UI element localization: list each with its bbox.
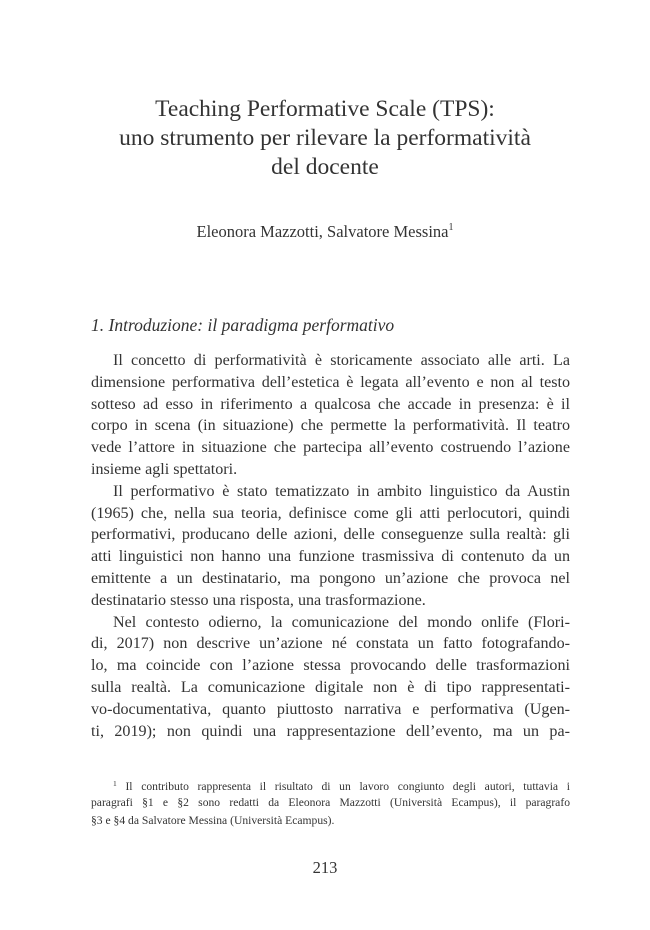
footnote bbox=[91, 775, 570, 831]
page-number: 213 bbox=[312, 858, 338, 877]
body-line: atti linguistici non hanno una funzione trasmissiva di contenuto da un bbox=[91, 548, 570, 566]
footnote-line: paragrafi §1 e §2 sono redatti da Eleonora Mazzotti (Università Ecampus), il paragrafo bbox=[91, 795, 570, 809]
body-line: sotteso ad esso in riferimento a qualcosa che accade in presenza: è il bbox=[91, 395, 570, 413]
body-line: lo, ma coincide con l’azione stessa provocando delle trasformazioni bbox=[91, 657, 570, 675]
body-line: ti, 2019); non quindi una rappresentazione dell’evento, ma un pa- bbox=[91, 722, 570, 740]
body-line: corpo in scena (in situazione) che permette la performatività. Il teatro bbox=[91, 417, 570, 435]
title-line-1: Teaching Performative Scale (TPS): bbox=[155, 96, 495, 122]
body-line: (1965) che, nella sua teoria, definisce come gli atti perlocutori, quindi bbox=[91, 504, 570, 522]
body-line: di, 2017) non descrive un’azione né constata un fatto fotografando- bbox=[91, 635, 570, 653]
body-line: Nel contesto odierno, la comunicazione del mondo onlife (Flori- bbox=[113, 613, 570, 631]
authors bbox=[0, 222, 650, 242]
body-line: emittente a un destinatario, ma pongono un’azione che provoca nel bbox=[91, 569, 570, 587]
body-line: vede l’attore in situazione che partecipa all’evento costruendo l’azione bbox=[91, 439, 570, 457]
body-line: performativi, producano delle azioni, delle conseguenze sulla realtà: gli bbox=[91, 526, 570, 544]
body-line: vo-documentativa, quanto piuttosto narrativa e performativa (Ugen- bbox=[91, 700, 570, 718]
author-names: Eleonora Mazzotti, Salvatore Messina bbox=[196, 222, 449, 241]
section-heading: 1. Introduzione: il paradigma performativo bbox=[91, 315, 395, 335]
title-line-3: del docente bbox=[271, 154, 379, 180]
footnote-line-text: Il contributo rappresenta il risultato di un lavoro congiunto degli autori, tuttavia i bbox=[125, 780, 570, 793]
author-footnote-mark: 1 bbox=[448, 222, 454, 233]
footnote-line: §3 e §4 da Salvatore Messina (Università Ecampus). bbox=[91, 814, 335, 828]
body-text bbox=[91, 350, 570, 742]
body-line: insieme agli spettatori. bbox=[91, 460, 238, 478]
footnote-line bbox=[91, 775, 570, 794]
body-line: dimensione performativa dell’estetica è legata all’evento e non al testo bbox=[91, 373, 570, 391]
footnote-mark: 1 bbox=[113, 779, 117, 788]
body-line: destinatario stesso una risposta, una trasformazione. bbox=[91, 591, 426, 609]
body-line: sulla realtà. La comunicazione digitale non è di tipo rappresentati- bbox=[91, 678, 570, 696]
body-line: Il concetto di performatività è storicamente associato alle arti. La bbox=[113, 352, 570, 369]
title-line-2: uno strumento per rilevare la performatività bbox=[119, 125, 531, 151]
body-line: Il performativo è stato tematizzato in ambito linguistico da Austin bbox=[113, 482, 570, 500]
paper-title bbox=[0, 95, 650, 182]
